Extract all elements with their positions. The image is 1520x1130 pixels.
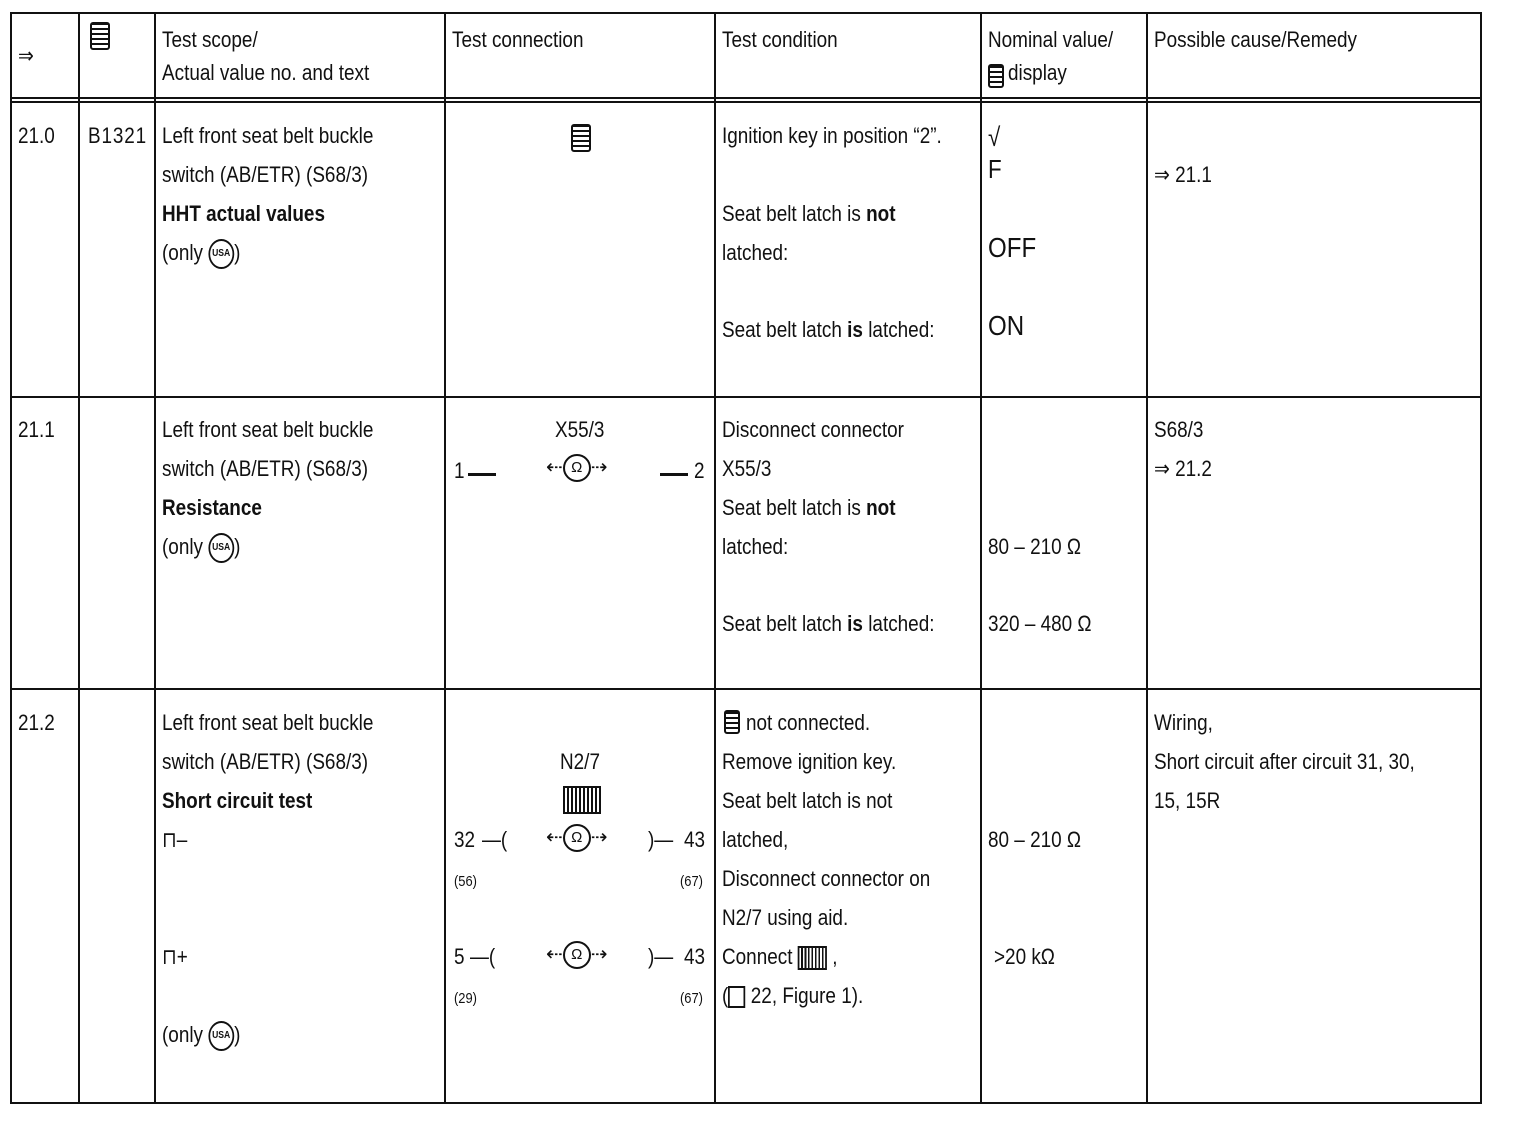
pin-right: 2	[694, 458, 705, 483]
condition-line: latched,	[722, 827, 789, 852]
condition-line: latched:	[722, 534, 789, 559]
pin-left: 5	[454, 944, 465, 969]
pin-left: 32	[454, 827, 476, 852]
usa-badge-icon: USA	[208, 239, 234, 269]
table-border-bottom	[10, 1102, 1482, 1104]
test-scope-line: Left front seat belt buckle	[162, 123, 374, 148]
condition-line: Seat belt latch is not	[722, 788, 893, 813]
condition-line: ( 22, Figure 1).	[722, 983, 864, 1008]
pin-left: 1	[454, 458, 465, 483]
ohmmeter-symbol: ⇠ Ω ⇢	[546, 454, 608, 482]
ohmmeter-symbol: ⇠ Ω ⇢	[546, 824, 608, 852]
pin-lead-right: )—	[648, 944, 674, 969]
remedy-link[interactable]: ⇒ 21.2	[1154, 456, 1212, 481]
pin-right: 43	[684, 827, 706, 852]
display-value: ON	[988, 310, 1025, 341]
step-number: 21.0	[18, 123, 55, 148]
remedy-line: Wiring,	[1154, 710, 1213, 735]
pin-left-sub: (29)	[454, 990, 477, 1007]
header-nominal-value: Nominal value/	[988, 27, 1114, 52]
hht-tester-icon	[90, 22, 110, 50]
nominal-value: 80 – 210 Ω	[988, 827, 1082, 852]
test-scope-line: Left front seat belt buckle	[162, 710, 374, 735]
pin-lead-left	[468, 473, 496, 476]
nominal-value: 320 – 480 Ω	[988, 611, 1092, 636]
usa-only-note: (only USA )	[162, 527, 240, 566]
pin-lead-left: —(	[482, 827, 508, 852]
test-scope-line: switch (AB/ETR) (S68/3)	[162, 162, 369, 187]
condition-line: not connected.	[746, 710, 871, 735]
test-scope-line: switch (AB/ETR) (S68/3)	[162, 456, 369, 481]
remedy-line: Short circuit after circuit 31, 30,	[1154, 749, 1415, 774]
condition-line: Ignition key in position “2”.	[722, 123, 942, 148]
condition-line: Seat belt latch is latched:	[722, 611, 935, 636]
connector-label: X55/3	[555, 417, 605, 442]
ohmmeter-symbol: ⇠ Ω ⇢	[546, 941, 608, 969]
remedy-component: S68/3	[1154, 417, 1204, 442]
remedy-link[interactable]: ⇒ 21.1	[1154, 162, 1212, 187]
col-divider-5	[980, 12, 982, 1104]
pin-right-sub: (67)	[680, 873, 703, 890]
hht-tester-icon	[724, 710, 740, 734]
header-test-connection: Test connection	[452, 27, 584, 52]
condition-line: N2/7 using aid.	[722, 905, 849, 930]
table-border-left	[10, 12, 12, 1104]
header-test-scope: Test scope/	[162, 27, 258, 52]
ground-minus-symbol: ⊓–	[162, 827, 188, 852]
condition-line: X55/3	[722, 456, 772, 481]
condition-line: Connect ,	[722, 944, 838, 969]
usa-only-note: (only USA )	[162, 1015, 240, 1054]
header-test-condition: Test condition	[722, 27, 838, 52]
condition-line: Seat belt latch is latched:	[722, 317, 935, 342]
pin-lead-left: —(	[470, 944, 496, 969]
table-border-right	[1480, 12, 1482, 1104]
test-scope-title: HHT actual values	[162, 201, 325, 226]
nominal-value: >20 kΩ	[994, 944, 1055, 969]
step-number: 21.2	[18, 710, 55, 735]
condition-line: Seat belt latch is not	[722, 201, 896, 226]
remedy-line: 15, 15R	[1154, 788, 1221, 813]
condition-line: Disconnect connector	[722, 417, 904, 442]
hht-tester-icon	[571, 124, 591, 152]
test-scope-line: Left front seat belt buckle	[162, 417, 374, 442]
usa-only-note: (only USA )	[162, 233, 240, 272]
nominal-value: 80 – 210 Ω	[988, 534, 1082, 559]
book-reference-icon	[728, 986, 745, 1008]
display-value: OFF	[988, 232, 1037, 263]
hht-tester-icon	[988, 64, 1004, 88]
ground-plus-symbol: ⊓+	[162, 944, 188, 969]
display-value: √	[988, 122, 1001, 152]
pin-left-sub: (56)	[454, 873, 477, 890]
header-display: display	[1008, 60, 1067, 85]
header-possible-cause: Possible cause/Remedy	[1154, 27, 1357, 52]
condition-line: Disconnect connector on	[722, 866, 931, 891]
table-border-top	[10, 12, 1482, 14]
fault-code: B1321	[88, 123, 148, 148]
col-divider-3	[444, 12, 446, 1104]
col-divider-4	[714, 12, 716, 1104]
header-arrow: ⇒	[18, 43, 34, 68]
scanner-adapter-icon	[798, 946, 827, 970]
header-actual-value: Actual value no. and text	[162, 60, 370, 85]
usa-badge-icon: USA	[208, 533, 234, 563]
test-scope-line: switch (AB/ETR) (S68/3)	[162, 749, 369, 774]
col-divider-2	[154, 12, 156, 1104]
header-separator	[10, 97, 1482, 103]
condition-line: Seat belt latch is not	[722, 495, 896, 520]
col-divider-1	[78, 12, 80, 1104]
col-divider-6	[1146, 12, 1148, 1104]
pin-right-sub: (67)	[680, 990, 703, 1007]
condition-line: Remove ignition key.	[722, 749, 897, 774]
pin-right: 43	[684, 944, 706, 969]
condition-line: latched:	[722, 240, 789, 265]
display-value: F	[988, 154, 1002, 184]
step-number: 21.1	[18, 417, 55, 442]
module-label: N2/7	[560, 749, 600, 774]
pin-lead-right	[660, 473, 688, 476]
usa-badge-icon: USA	[208, 1021, 234, 1051]
control-module-icon	[563, 786, 601, 814]
row-separator-1	[10, 396, 1482, 398]
test-scope-title: Short circuit test	[162, 788, 313, 813]
test-scope-title: Resistance	[162, 495, 262, 520]
pin-lead-right: )—	[648, 827, 674, 852]
row-separator-2	[10, 688, 1482, 690]
